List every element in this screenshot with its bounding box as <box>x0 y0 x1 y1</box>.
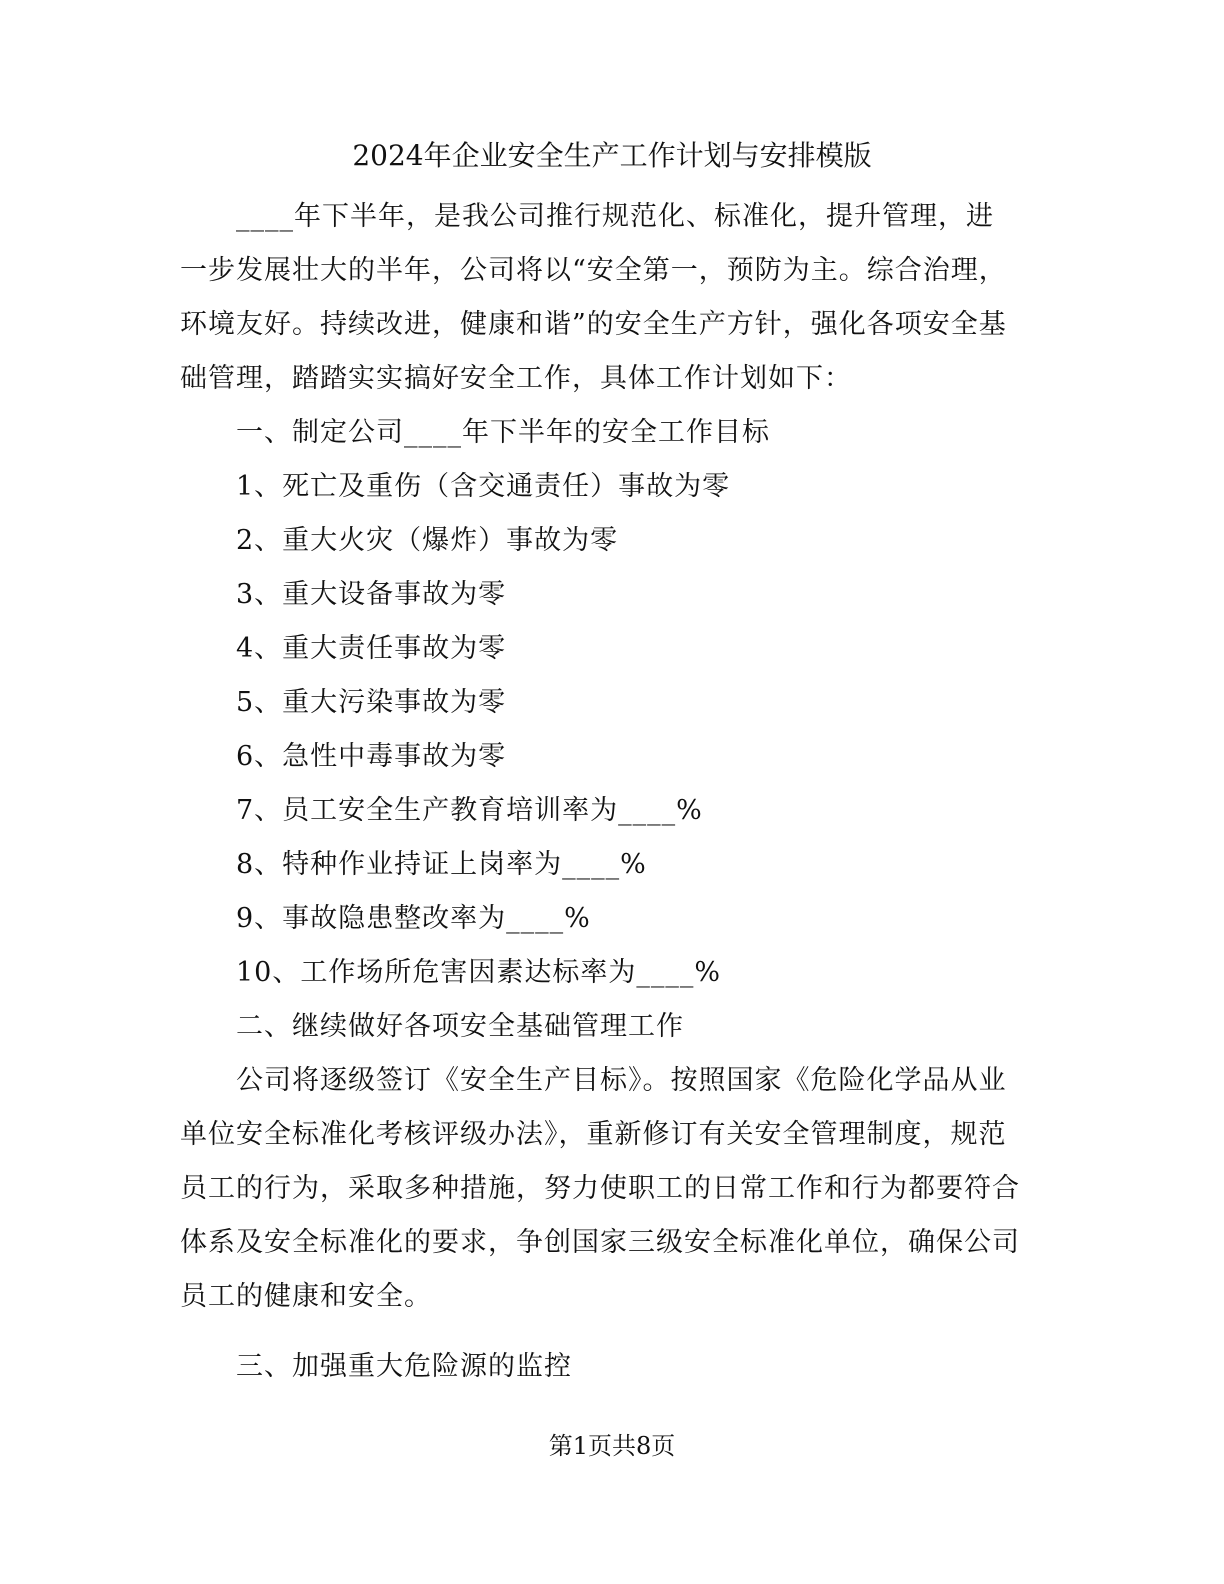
document-title: 2024年企业安全生产工作计划与安排模版 <box>352 139 872 172</box>
section-2-heading: 二、继续做好各项安全基础管理工作 <box>236 1011 684 1042</box>
goal-item: 7、员工安全生产教育培训率为____% <box>236 795 703 826</box>
goal-item: 3、重大设备事故为零 <box>236 579 507 610</box>
goal-item: 4、重大责任事故为零 <box>236 633 507 664</box>
intro-paragraph: ____年下半年，是我公司推行规范化、标准化，提升管理，进一步发展壮大的半年，公司将以“安全第一，预防为主。综合治理，环境友好。持续改进，健康和谐”的安全生产方针，强化各项安全基础管理，踏踏实实搞好安全工作，具体工作计划如下： <box>180 201 1007 394</box>
goal-item: 6、急性中毒事故为零 <box>236 741 507 772</box>
document-body <box>180 190 1020 1394</box>
goal-item: 8、特种作业持证上岗率为____% <box>236 849 647 880</box>
goal-item: 5、重大污染事故为零 <box>236 687 507 718</box>
section-1-heading: 一、制定公司____年下半年的安全工作目标 <box>236 417 770 448</box>
section-3-heading: 三、加强重大危险源的监控 <box>236 1351 572 1382</box>
goal-item: 9、事故隐患整改率为____% <box>236 903 591 934</box>
goal-item: 10、工作场所危害因素达标率为____% <box>236 957 722 988</box>
page-number: 第1页共8页 <box>548 1432 676 1460</box>
section-2-paragraph: 公司将逐级签订《安全生产目标》。按照国家《危险化学品从业单位安全标准化考核评级办法》，重新修订有关安全管理制度，规范员工的行为，采取多种措施，努力使职工的日常工作和行为都要符合体系及安全标准化的要求，争创国家三级安全标准化单位，确保公司员工的健康和安全。 <box>180 1065 1020 1312</box>
goal-item: 1、死亡及重伤（含交通责任）事故为零 <box>236 471 731 502</box>
goal-item: 2、重大火灾（爆炸）事故为零 <box>236 525 619 556</box>
